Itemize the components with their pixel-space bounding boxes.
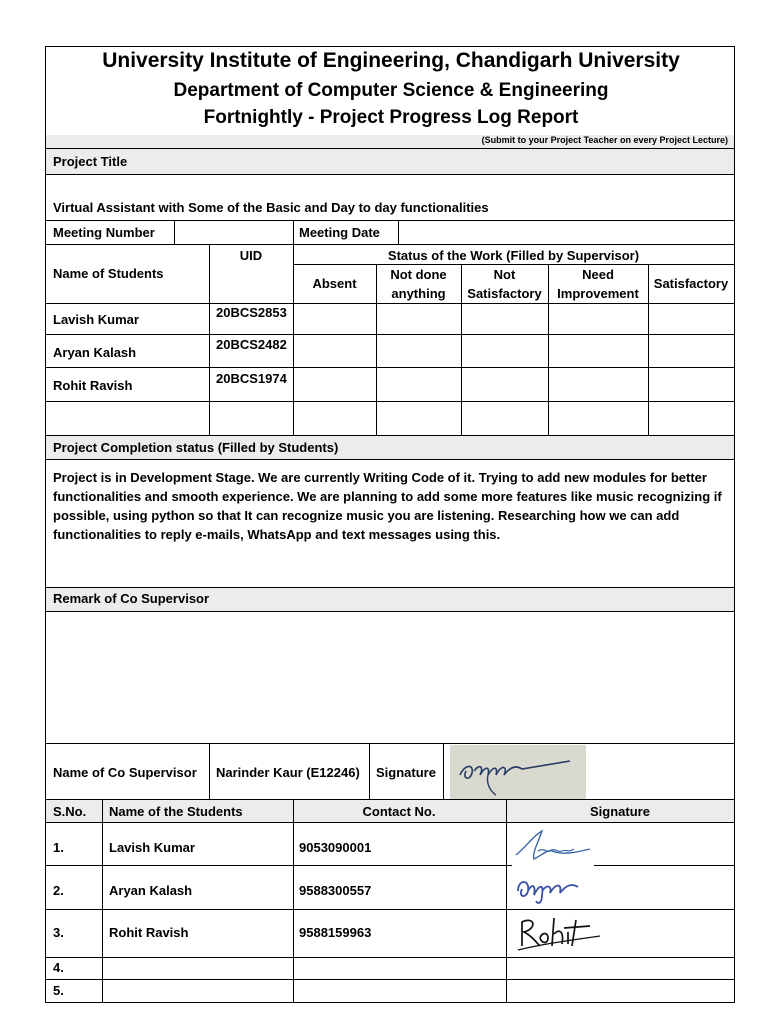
contact-name-2: Aryan Kalash bbox=[109, 883, 193, 898]
department-title: Department of Computer Science & Engineering bbox=[173, 80, 609, 101]
student-name-header: Name of the Students bbox=[109, 804, 243, 819]
student-uid-2: 20BCS2482 bbox=[216, 337, 287, 352]
university-title: University Institute of Engineering, Chandigarh University bbox=[102, 49, 680, 72]
contact-number-3: 9588159963 bbox=[299, 925, 372, 940]
contact-sno-3: 3. bbox=[53, 925, 64, 940]
name-of-students-header: Name of Students bbox=[53, 266, 164, 281]
student-name-2: Aryan Kalash bbox=[53, 345, 137, 360]
status-header: Status of the Work (Filled by Supervisor) bbox=[387, 248, 640, 263]
contact-name-1: Lavish Kumar bbox=[109, 840, 195, 855]
absent-header: Absent bbox=[312, 276, 357, 291]
contact-sno-2: 2. bbox=[53, 883, 64, 898]
signature-aryan bbox=[512, 869, 592, 907]
contact-number-1: 9053090001 bbox=[299, 840, 372, 855]
contact-header: Contact No. bbox=[362, 804, 436, 819]
supervisor-signature-image bbox=[450, 745, 586, 799]
report-title: Fortnightly - Project Progress Log Report bbox=[203, 107, 579, 128]
co-supervisor-label: Name of Co Supervisor bbox=[53, 765, 197, 780]
uid-header: UID bbox=[239, 248, 263, 263]
contact-sno-1: 1. bbox=[53, 840, 64, 855]
sno-header: S.No. bbox=[53, 804, 87, 819]
student-uid-3: 20BCS1974 bbox=[216, 371, 287, 386]
not-done-header-l2: anything bbox=[391, 286, 446, 301]
completion-status-text: Project is in Development Stage. We are currently Writing Code of it. Trying to add new modules for better functionalities and smooth experience. We are planning to add some more features like music recognizing if possible, using python so that It can recognize music you are listening. Researching how we can add functionalities to reply e-mails, WhatsApp and text messages using this. bbox=[53, 470, 722, 542]
log-report-sheet bbox=[45, 46, 735, 1003]
co-supervisor-name: Narinder Kaur (E12246) bbox=[216, 765, 360, 780]
signature-rohit bbox=[512, 910, 604, 956]
not-satisfactory-header-l2: Satisfactory bbox=[467, 286, 542, 301]
remark-label: Remark of Co Supervisor bbox=[53, 591, 210, 606]
student-name-1: Lavish Kumar bbox=[53, 312, 139, 327]
project-title-label: Project Title bbox=[53, 154, 128, 169]
signature-lavish bbox=[512, 825, 594, 867]
contact-sno-5: 5. bbox=[53, 983, 64, 998]
not-done-header-l1: Not done bbox=[390, 267, 447, 282]
project-title-value: Virtual Assistant with Some of the Basic and Day to day functionalities bbox=[53, 200, 489, 215]
contact-name-3: Rohit Ravish bbox=[109, 925, 189, 940]
contact-number-2: 9588300557 bbox=[299, 883, 372, 898]
satisfactory-header: Satisfactory bbox=[653, 276, 729, 291]
signature-header: Signature bbox=[590, 804, 650, 819]
completion-status-label: Project Completion status (Filled by Students) bbox=[53, 440, 339, 455]
student-name-3: Rohit Ravish bbox=[53, 378, 133, 393]
student-uid-1: 20BCS2853 bbox=[216, 305, 287, 320]
co-supervisor-signature-label: Signature bbox=[376, 765, 436, 780]
meeting-date-label: Meeting Date bbox=[299, 225, 380, 240]
not-satisfactory-header-l1: Not bbox=[493, 267, 516, 282]
need-improvement-header-l1: Need bbox=[582, 267, 614, 282]
meeting-number-label: Meeting Number bbox=[53, 225, 155, 240]
need-improvement-header-l2: Improvement bbox=[557, 286, 639, 301]
submission-note: (Submit to your Project Teacher on every Project Lecture) bbox=[481, 135, 728, 145]
contact-sno-4: 4. bbox=[53, 960, 64, 975]
